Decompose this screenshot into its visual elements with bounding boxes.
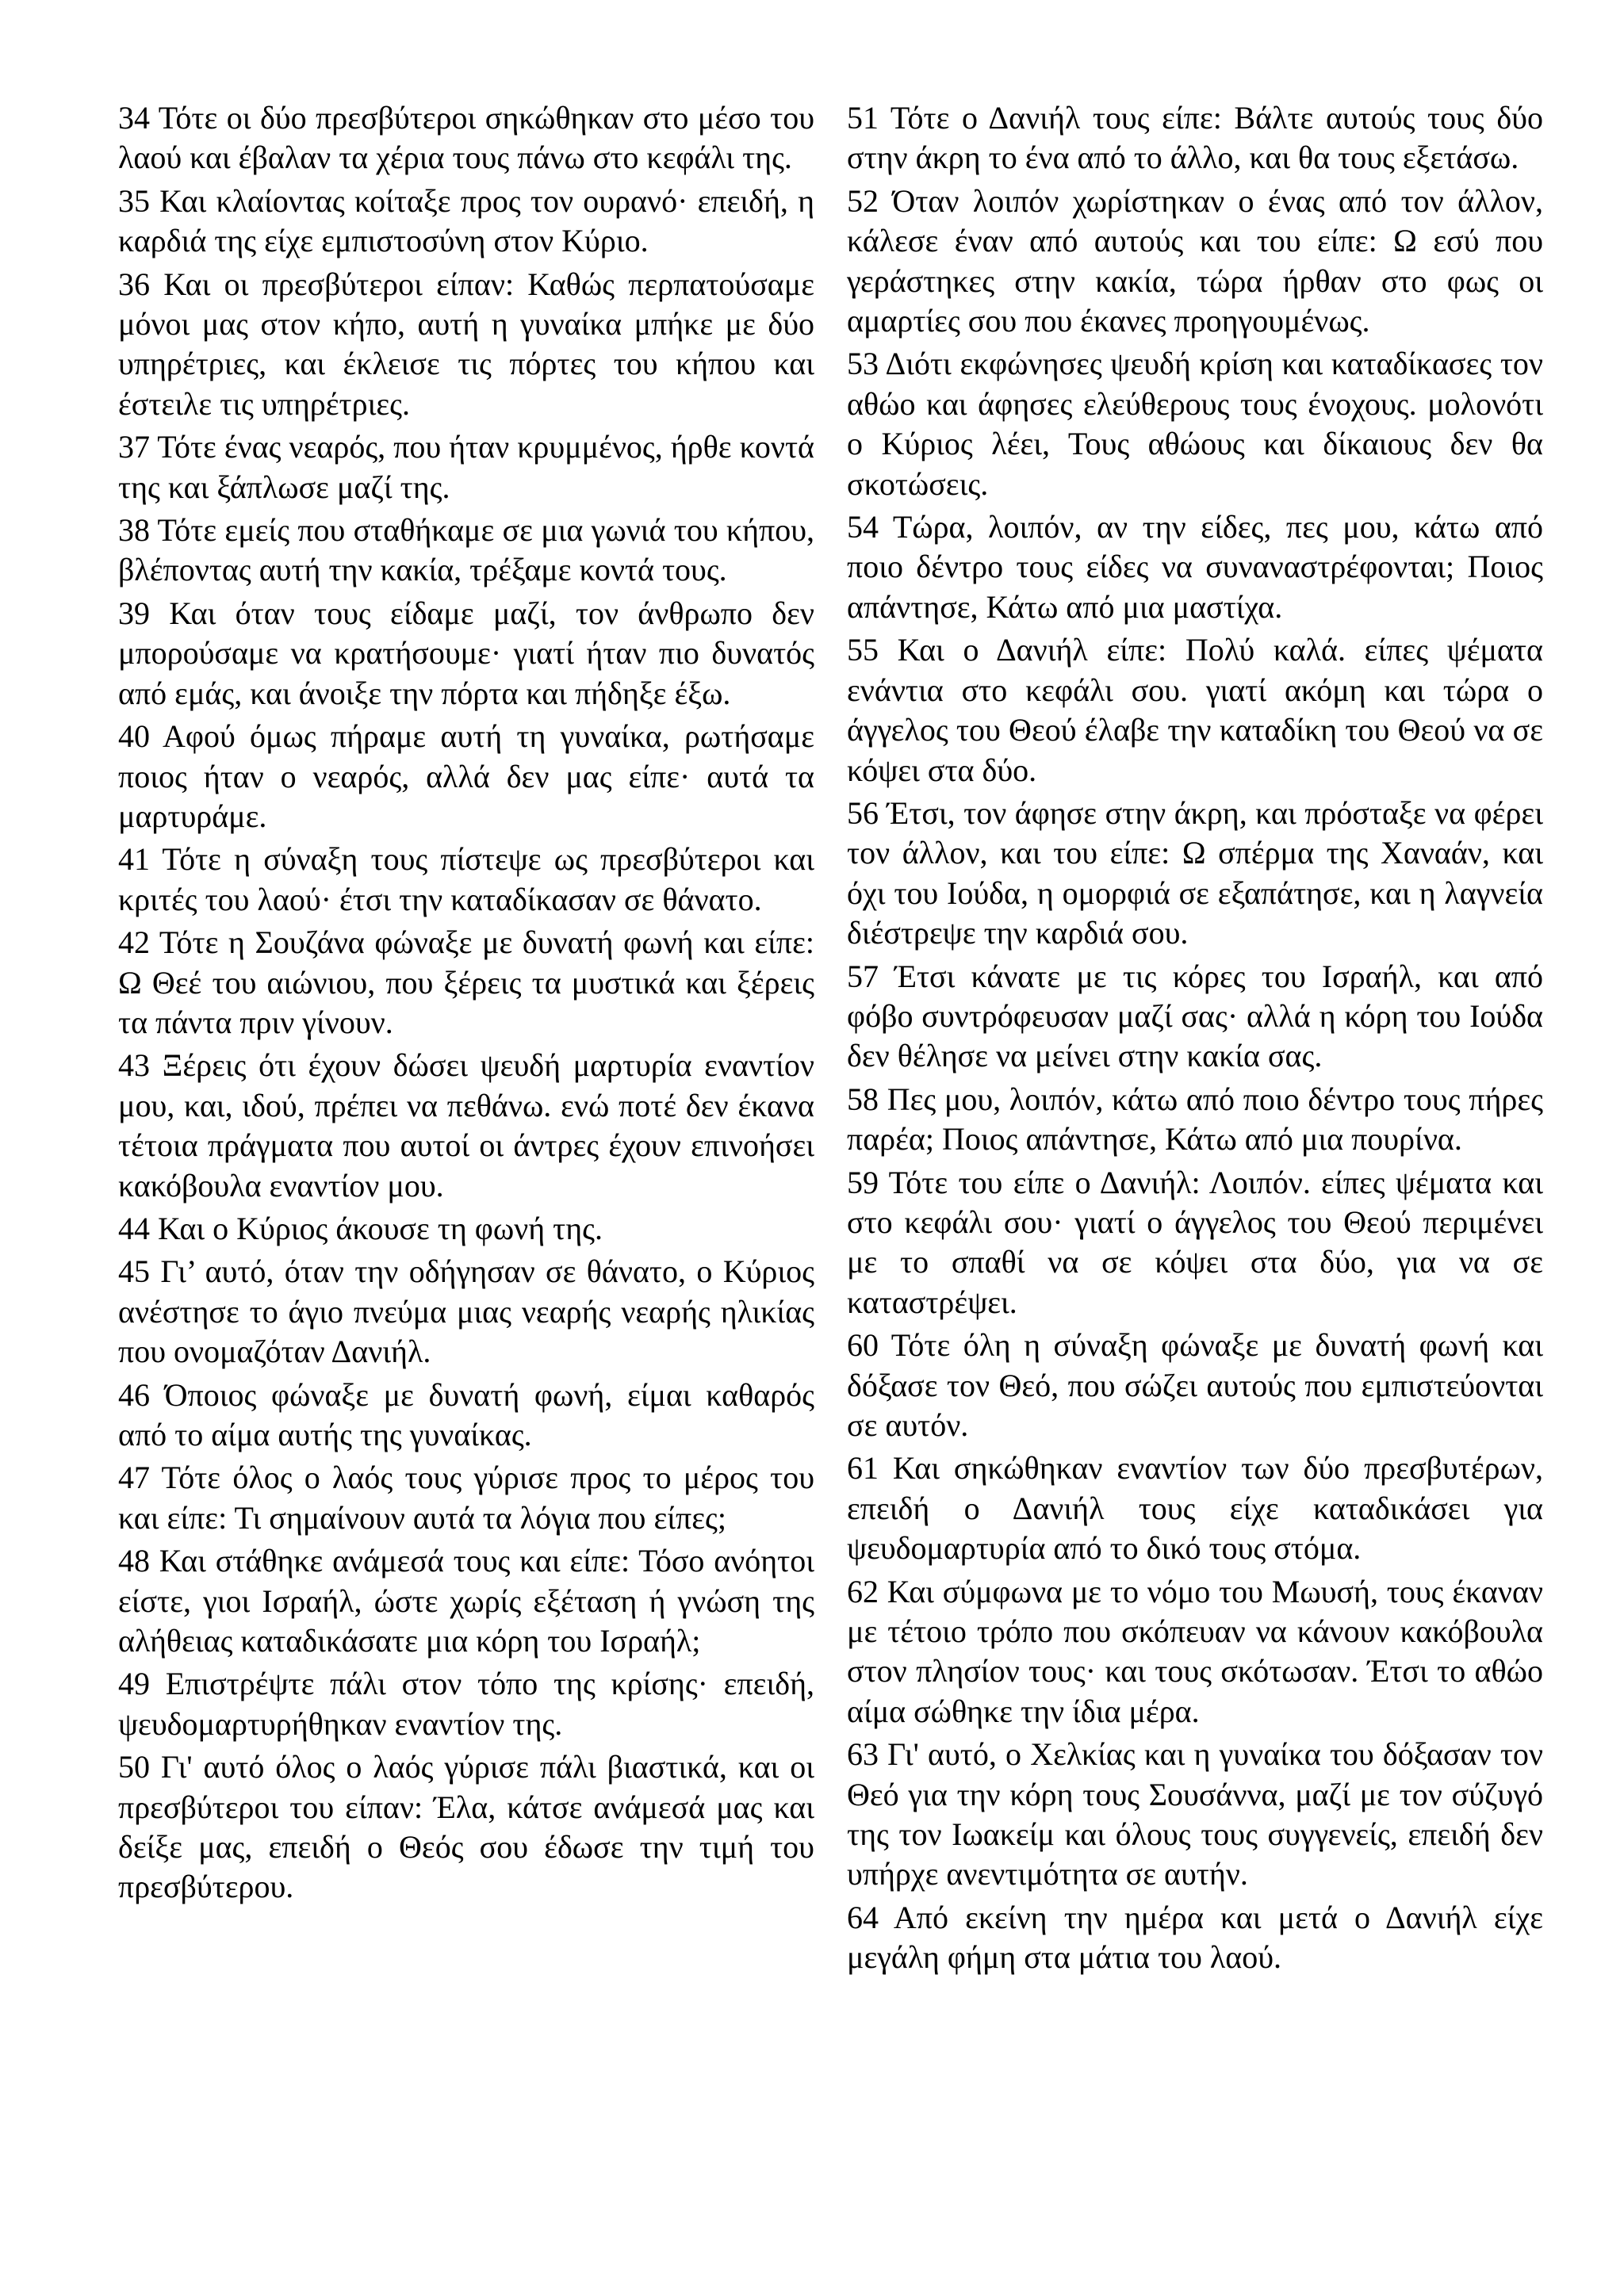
- verse-39: 39 Και όταν τους είδαμε μαζί, τον άνθρωπο δεν μπορούσαμε να κρατήσουμε· γιατί ήταν πιο δυνατός από εμάς, και άνοιξε την πόρτα και πήδηξε έξω.: [118, 595, 814, 711]
- verse-59: 59 Τότε του είπε ο Δανιήλ: Λοιπόν. είπες ψέματα και στο κεφάλι σου· γιατί ο άγγελος του Θεού περιμένει με το σπαθί να σε κόψει στα δύο, για να σε καταστρέψει.: [847, 1164, 1543, 1320]
- verse-53: 53 Διότι εκφώνησες ψευδή κρίση και καταδίκασες τον αθώο και άφησες ελεύθερους τους ένοχους. μολονότι ο Κύριος λέει, Τους αθώους και δίκαιους δεν θα σκοτώσεις.: [847, 346, 1543, 502]
- verse-64: 64 Από εκείνη την ημέρα και μετά ο Δανιήλ είχε μεγάλη φήμη στα μάτια του λαού.: [847, 1899, 1543, 1976]
- verse-44: 44 Και ο Κύριος άκουσε τη φωνή της.: [118, 1210, 603, 1246]
- verse-36: 36 Και οι πρεσβύτεροι είπαν: Καθώς περπατούσαμε μόνοι μας στον κήπο, αυτή η γυναίκα μπήκε με δύο υπηρέτριες, και έκλεισε τις πόρτες του κήπου και έστειλε τις υπηρέτριες.: [118, 266, 814, 422]
- verse-43: 43 Ξέρεις ότι έχουν δώσει ψευδή μαρτυρία εναντίον μου, και, ιδού, πρέπει να πεθάνω. ενώ ποτέ δεν έκανα τέτοια πράγματα που αυτοί οι άντρες έχουν επινοήσει κακόβουλα εναντίον μου.: [118, 1047, 814, 1203]
- verse-35: 35 Και κλαίοντας κοίταξε προς τον ουρανό· επειδή, η καρδιά της είχε εμπιστοσύνη στον Κύριο.: [118, 182, 814, 259]
- verse-46: 46 Όποιος φώναξε με δυνατή φωνή, είμαι καθαρός από το αίμα αυτής της γυναίκας.: [118, 1376, 814, 1452]
- verse-63: 63 Γι' αυτό, ο Χελκίας και η γυναίκα του δόξασαν τον Θεό για την κόρη τους Σουσάννα, μαζί με τον σύζυγό της τον Ιωακείμ και όλους τους συγγενείς, επειδή δεν υπήρχε ανεντιμότητα σε αυτήν.: [847, 1736, 1543, 1892]
- right-column: [847, 98, 1543, 1981]
- verse-37: 37 Τότε ένας νεαρός, που ήταν κρυμμένος, ήρθε κοντά της και ξάπλωσε μαζί της.: [118, 429, 814, 505]
- verse-45: 45 Γι’ αυτό, όταν την οδήγησαν σε θάνατο, ο Κύριος ανέστησε το άγιο πνεύμα μιας νεαρής νεαρής ηλικίας που ονομαζόταν Δανιήλ.: [118, 1253, 814, 1370]
- verse-57: 57 Έτσι κάνατε με τις κόρες του Ισραήλ, και από φόβο συντρόφευσαν μαζί σας· αλλά η κόρη του Ιούδα δεν θέλησε να μείνει στην κακία σας.: [847, 958, 1543, 1074]
- left-column: [118, 98, 814, 1911]
- verse-55: 55 Και ο Δανιήλ είπε: Πολύ καλά. είπες ψέματα ενάντια στο κεφάλι σου. γιατί ακόμη και τώρα ο άγγελος του Θεού έλαβε την καταδίκη του Θεού να σε κόψει στα δύο.: [847, 632, 1543, 788]
- verse-47: 47 Τότε όλος ο λαός τους γύρισε προς το μέρος του και είπε: Τι σημαίνουν αυτά τα λόγια που είπες;: [118, 1460, 814, 1536]
- verse-41: 41 Τότε η σύναξη τους πίστεψε ως πρεσβύτεροι και κριτές του λαού· έτσι την καταδίκασαν σε θάνατο.: [118, 841, 814, 917]
- verse-50: 50 Γι' αυτό όλος ο λαός γύρισε πάλι βιαστικά, και οι πρεσβύτεροι του είπαν: Έλα, κάτσε ανάμεσά μας και δείξε μας, επειδή ο Θεός σου έδωσε την τιμή του πρεσβύτερου.: [118, 1749, 814, 1905]
- verse-49: 49 Επιστρέψτε πάλι στον τόπο της κρίσης· επειδή, ψευδομαρτυρήθηκαν εναντίον της.: [118, 1666, 814, 1742]
- verse-62: 62 Και σύμφωνα με το νόμο του Μωυσή, τους έκαναν με τέτοιο τρόπο που σκόπευαν να κάνουν κακόβουλα στον πλησίον τους· και τους σκότωσαν. Έτσι το αθώο αίμα σώθηκε την ίδια μέρα.: [847, 1573, 1543, 1729]
- verse-34: 34 Τότε οι δύο πρεσβύτεροι σηκώθηκαν στο μέσο του λαού και έβαλαν τα χέρια τους πάνω στο κεφάλι της.: [118, 100, 814, 176]
- verse-60: 60 Τότε όλη η σύναξη φώναξε με δυνατή φωνή και δόξασε τον Θεό, που σώζει αυτούς που εμπιστεύονται σε αυτόν.: [847, 1327, 1543, 1443]
- verse-42: 42 Τότε η Σουζάνα φώναξε με δυνατή φωνή και είπε: Ω Θεέ του αιώνιου, που ξέρεις τα μυστικά και ξέρεις τα πάντα πριν γίνουν.: [118, 924, 814, 1040]
- verse-51: 51 Τότε ο Δανιήλ τους είπε: Βάλτε αυτούς τους δύο στην άκρη το ένα από το άλλο, και θα τους εξετάσω.: [847, 100, 1543, 176]
- verse-58: 58 Πες μου, λοιπόν, κάτω από ποιο δέντρο τους πήρες παρέα; Ποιος απάντησε, Κάτω από μια πουρίνα.: [847, 1081, 1543, 1158]
- verse-48: 48 Και στάθηκε ανάμεσά τους και είπε: Τόσο ανόητοι είστε, γιοι Ισραήλ, ώστε χωρίς εξέταση ή γνώση της αλήθειας καταδικάσατε μια κόρη του Ισραήλ;: [118, 1543, 814, 1659]
- verse-54: 54 Τώρα, λοιπόν, αν την είδες, πες μου, κάτω από ποιο δέντρο τους είδες να συναναστρέφονται; Ποιος απάντησε, Κάτω από μια μαστίχα.: [847, 509, 1543, 625]
- verse-52: 52 Όταν λοιπόν χωρίστηκαν ο ένας από τον άλλον, κάλεσε έναν από αυτούς και του είπε: Ω εσύ που γεράστηκες στην κακία, τώρα ήρθαν στο φως οι αμαρτίες σου που έκανες προηγουμένως.: [847, 182, 1543, 339]
- verse-56: 56 Έτσι, τον άφησε στην άκρη, και πρόσταξε να φέρει τον άλλον, και του είπε: Ω σπέρμα της Χαναάν, και όχι του Ιούδα, η ομορφιά σε εξαπάτησε, και η λαγνεία διέστρεψε την καρδιά σου.: [847, 794, 1543, 951]
- verse-61: 61 Και σηκώθηκαν εναντίον των δύο πρεσβυτέρων, επειδή ο Δανιήλ τους είχε καταδικάσει για ψευδομαρτυρία από το δικό τους στόμα.: [847, 1450, 1543, 1567]
- verse-40: 40 Αφού όμως πήραμε αυτή τη γυναίκα, ρωτήσαμε ποιος ήταν ο νεαρός, αλλά δεν μας είπε· αυτά τα μαρτυράμε.: [118, 718, 814, 834]
- verse-38: 38 Τότε εμείς που σταθήκαμε σε μια γωνιά του κήπου, βλέποντας αυτή την κακία, τρέξαμε κοντά τους.: [118, 512, 814, 588]
